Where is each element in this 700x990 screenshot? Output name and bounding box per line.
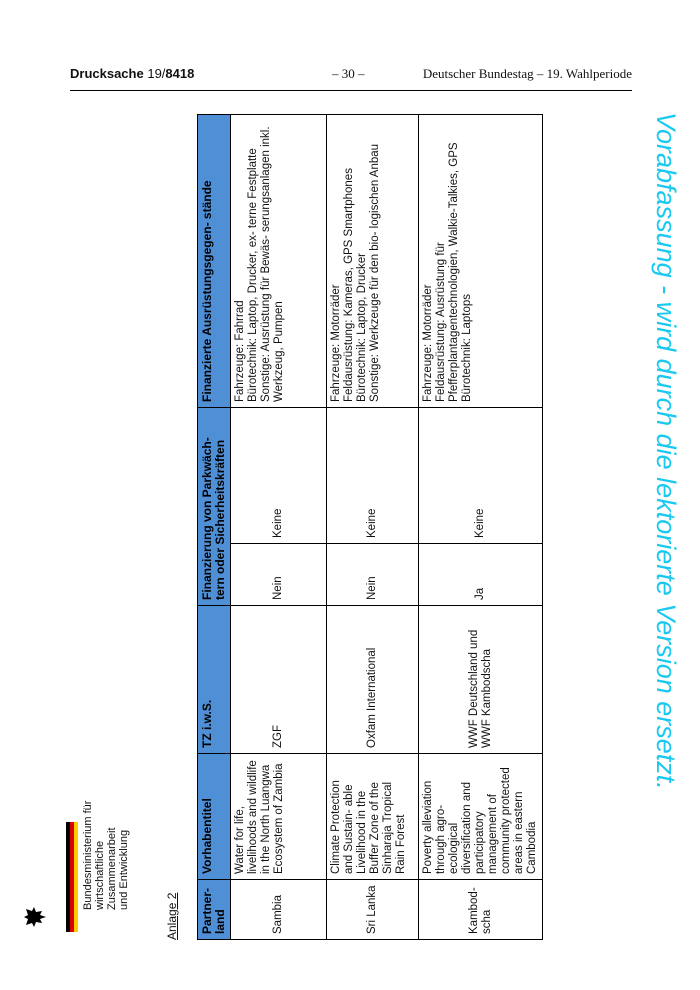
equipment-line: Bürotechnik: Laptop, Drucker <box>356 253 368 402</box>
header-equipment: Finanzierte Ausrüstungsgegen- stände <box>198 115 231 408</box>
equipment-line: Fahrzeuge: Motorräder <box>330 284 342 402</box>
cell-country: Kambod- scha <box>419 880 543 940</box>
ministry-name <box>82 780 130 910</box>
cell-yesno: Nein <box>327 544 419 606</box>
cell-equipment <box>419 115 543 408</box>
ministry-line-3: und Entwicklung <box>118 829 130 910</box>
cell-yesno: Nein <box>231 544 327 606</box>
equipment-line: Sonstige: Werkzeuge für den bio- logischen Anbau <box>369 143 381 402</box>
cell-tz: ZGF <box>231 606 327 754</box>
table-row <box>231 115 327 940</box>
header-divider <box>70 90 632 91</box>
table-row <box>419 115 543 940</box>
ministry-line-1: Bundesministerium für <box>82 800 94 910</box>
equipment-line: Sonstige: Ausrüstung für Bewäs- serungsanlagen inkl. Werkzeug, Pumpen <box>260 126 285 402</box>
equipment-line: Feldausrüstung: Ausrüstung für Pfefferplantagentechnologien, Walkie-Talkies, GPS <box>435 142 460 402</box>
doc-prefix: 19/ <box>147 66 166 81</box>
equipment-line: Fahrzeuge: Fahrrad <box>234 300 246 402</box>
header-title: Vorhabentitel <box>198 754 231 880</box>
header-finance: Finanzierung von Parkwäch- tern oder Sicherheitskräften <box>198 408 231 606</box>
cell-tz: Oxfam International <box>327 606 419 754</box>
flag-gold <box>74 822 78 932</box>
federal-eagle-icon <box>22 906 48 928</box>
cell-kind: Keine <box>419 408 543 544</box>
header-tz: TZ i.w.S. <box>198 606 231 754</box>
rotated-page-content <box>60 110 538 940</box>
cell-yesno: Ja <box>419 544 543 606</box>
cell-kind: Keine <box>327 408 419 544</box>
cell-equipment <box>327 115 419 408</box>
document-number <box>70 66 194 81</box>
institution: Deutscher Bundestag – 19. Wahlperiode <box>422 66 632 81</box>
project-table <box>197 114 543 940</box>
doc-label: Drucksache <box>70 66 144 81</box>
equipment-line: Fahrzeuge: Motorräder <box>422 284 434 402</box>
page-number: – 30 – <box>332 66 365 81</box>
cell-equipment <box>231 115 327 408</box>
cell-kind: Keine <box>231 408 327 544</box>
draft-watermark <box>647 112 687 902</box>
flag-stripes <box>66 822 78 932</box>
cell-title: Water for life, livelihoods and wildlife in the North Luangwa Ecosystem of Zambia <box>231 754 327 880</box>
anlage-label: Anlage 2 <box>165 892 179 940</box>
ministry-logo <box>60 780 150 940</box>
equipment-line: Feldausrüstung: Kameras, GPS Smartphones <box>343 168 355 402</box>
cell-title: Poverty alleviation through agro-ecological diversification and participatory management of community protected areas in eastern Cambodia <box>419 754 543 880</box>
cell-title: Climate Protection and Sustain- able Livelihood in the Buffer Zone of the Sinharaja Tropical Rain Forest <box>327 754 419 880</box>
header-country: Partner- land <box>198 880 231 940</box>
page-header <box>70 66 632 88</box>
table-header-row <box>198 115 231 940</box>
equipment-line: Bürotechnik: Laptop, Drucker, ex- terne Festplatte <box>247 148 259 402</box>
ministry-line-2: wirtschaftliche Zusammenarbeit <box>94 827 118 910</box>
cell-country: Sambia <box>231 880 327 940</box>
watermark-text: Vorabfassung - wird durch die lektorierte Version ersetzt. <box>651 112 681 790</box>
table-row <box>327 115 419 940</box>
cell-country: Sri Lanka <box>327 880 419 940</box>
doc-number-value: 8418 <box>165 66 195 81</box>
equipment-line: Bürotechnik: Laptops <box>461 293 473 402</box>
cell-tz: WWF Deutschland und WWF Kambodscha <box>419 606 543 754</box>
